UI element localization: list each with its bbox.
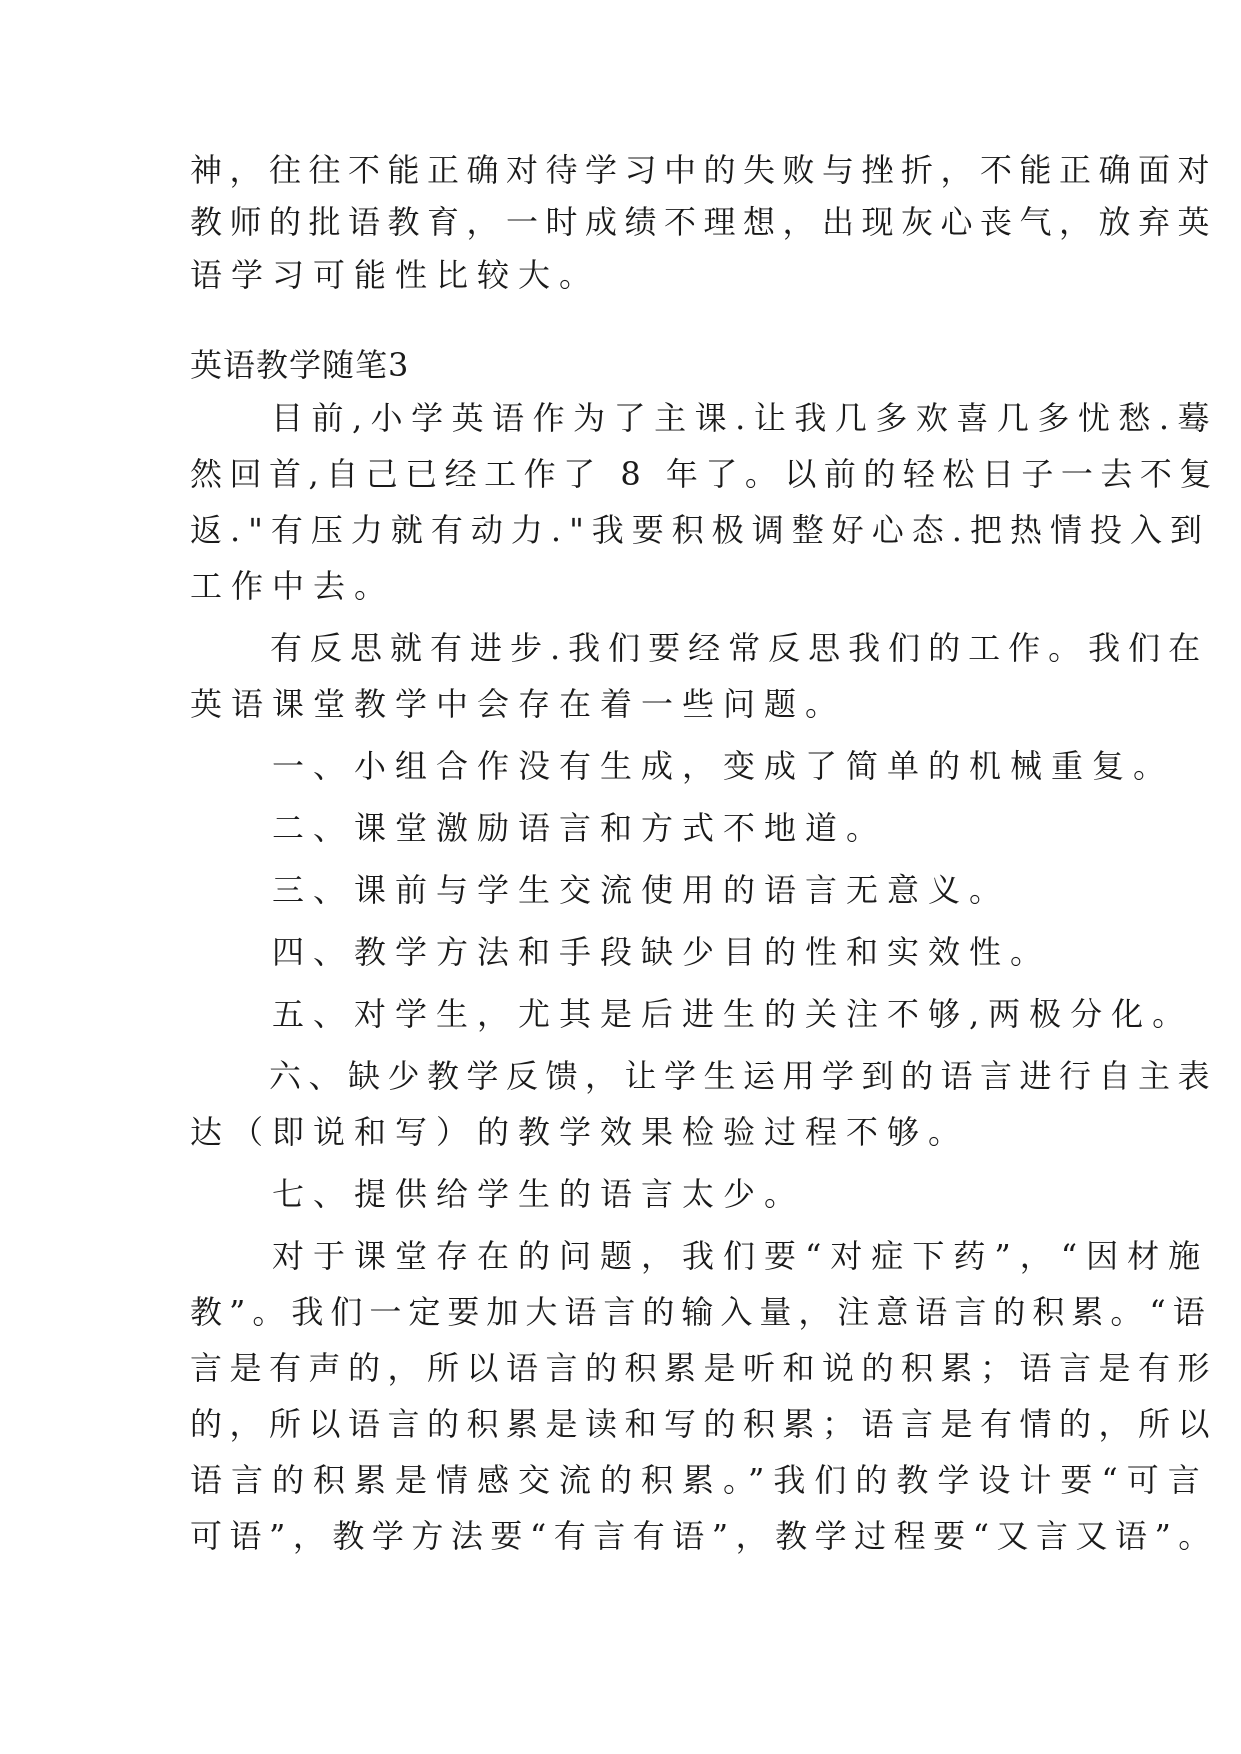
- text-line-5: 目前,小学英语作为了主课.让我几多欢喜几多忧愁.蓦: [190, 399, 1219, 437]
- text-line-7: 返."有压力就有动力."我要积极调整好心态.把热情投入到: [190, 511, 1210, 549]
- text-line-21: 言是有声的，所以语言的积累是听和说的积累；语言是有形: [190, 1349, 1218, 1387]
- text-line-9: 有反思就有进步.我们要经常反思我们的工作。我们在: [190, 629, 1209, 667]
- text-line-22: 的，所以语言的积累是读和写的积累；语言是有情的，所以: [190, 1405, 1218, 1443]
- text-line-16: 六、缺少教学反馈，让学生运用学到的语言进行自主表: [190, 1057, 1218, 1095]
- text-line-20: 教”。我们一定要加大语言的输入量，注意语言的积累。“语: [190, 1293, 1212, 1331]
- text-line-18: 七、提供给学生的语言太少。: [190, 1175, 806, 1213]
- text-line-3: 语学习可能性比较大。: [190, 256, 601, 294]
- text-line-2: 教师的批语教育，一时成绩不理想，出现灰心丧气，放弃英: [190, 203, 1218, 241]
- text-line-8: 工作中去。: [190, 567, 396, 605]
- text-line-19: 对于课堂存在的问题，我们要“对症下药”，“因材施: [190, 1237, 1210, 1275]
- text-line-6: 然回首,自己已经工作了 8 年了。以前的轻松日子一去不复: [190, 455, 1219, 493]
- text-line-15: 五、对学生，尤其是后进生的关注不够,两极分化。: [190, 995, 1194, 1033]
- text-line-1: 神，往往不能正确对待学习中的失败与挫折，不能正确面对: [190, 151, 1218, 189]
- text-line-11: 一、小组合作没有生成，变成了简单的机械重复。: [190, 747, 1175, 785]
- text-line-23: 语言的积累是情感交流的积累。”我们的教学设计要“可言: [190, 1461, 1209, 1499]
- text-line-10: 英语课堂教学中会存在着一些问题。: [190, 685, 847, 723]
- section-heading: 英语教学随笔3: [190, 346, 410, 384]
- text-line-17: 达（即说和写）的教学效果检验过程不够。: [190, 1113, 970, 1151]
- text-line-24: 可语”，教学方法要“有言有语”，教学过程要“又言又语”。: [190, 1517, 1218, 1555]
- text-line-14: 四、教学方法和手段缺少目的性和实效性。: [190, 933, 1052, 971]
- text-line-13: 三、课前与学生交流使用的语言无意义。: [190, 871, 1011, 909]
- text-line-12: 二、课堂激励语言和方式不地道。: [190, 809, 888, 847]
